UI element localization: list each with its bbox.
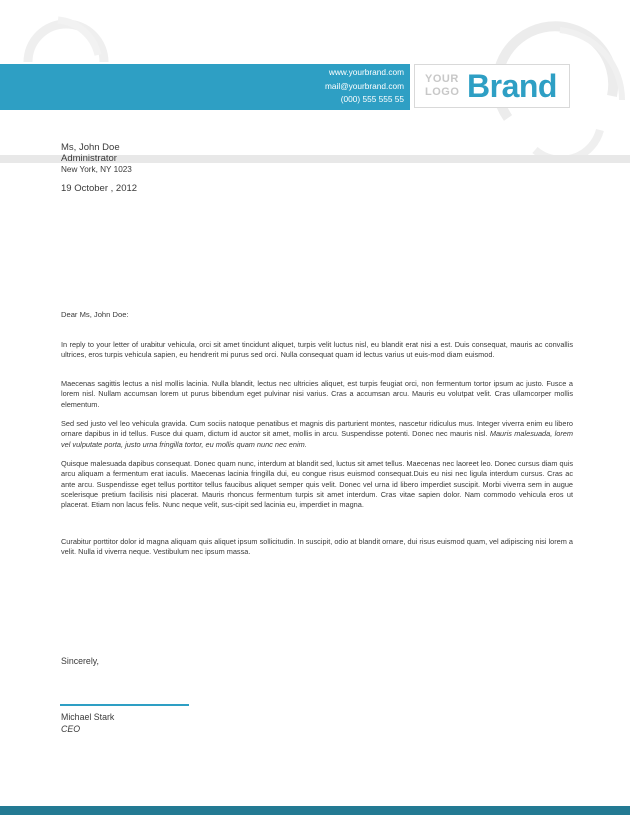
signer-block	[61, 712, 114, 735]
closing: Sincerely,	[61, 656, 99, 666]
body-paragraph-4: Quisque malesuada dapibus consequat. Donec quam nunc, interdum at blandit sed, luctus sit amet tellus. Maecenas nec laoreet leo. Donec cursus diam quis arcu aliquam a fermentum erat iaculis. Maecenas lacinia fringilla dui, eu congue risus euismod consequat.Duis eu nisi nec ligula interdum cursus. Cras ac ante arcu. Suspendisse eget tellus porttitor tellus faucibus aliquet semper quis velit. Donec vel urna id libero imperdiet suscipit. Morbi viverra sem in augue scelerisque pretium facilisis nisi placerat. Mauris rhoncus fermentum turpis sit amet interdum. Cras vitae sapien dolor. Nam commodo vehicula eros ut placerat. Etiam non lacus felis. Nunc neque velit, sus-cipit sed lacinia eu, imperdiet in magna.	[61, 459, 573, 510]
body-paragraph-3	[61, 419, 573, 450]
signature-line	[60, 704, 189, 706]
body-paragraph-2: Maecenas sagittis lectus a nisl mollis lacinia. Nulla blandit, lectus nec ultricies aliquet, est turpis feugiat orci, non fermentum tortor ipsum ac justo. Fusce a lorem nisl. Nullam accumsan lorem ut purus bibendum eget pulvinar nisi varius. Cras a accumsan arcu. Mauris eu volutpat velit. Cras ullamcorper mollis elementum.	[61, 379, 573, 409]
body-paragraph-3-text: Sed sed justo vel leo vehicula gravida. Cum sociis natoque penatibus et magnis dis parturient montes, nascetur ridiculus mus. Integer viverra enim eu libero ornare dapibus in id tellus. Fusce dui quam, dictum id auctor sit amet, mollis in arcu. Suspendisse potenti. Donec nec mauris nisl.	[61, 419, 573, 439]
body-paragraph-1: In reply to your letter of urabitur vehicula, orci sit amet tincidunt aliquet, turpis velit luctus nisl, eu blandit erat nisi a est. Duis consequat, mauris ac convallis ultrices, eros turpis vehicula sapien, eu hendrerit mi purus sed orci. Nulla consequat quam id lectus varius ut euis-mod diam euismod.	[61, 340, 573, 360]
body-paragraph-5: Curabitur porttitor dolor id magna aliquam quis aliquet ipsum sollicitudin. In suscipit, odio at blandit ornare, dui risus euismod quam, vel adipiscing nisi lorem a velit. Nulla id viverra neque. Vestibulum nec ipsum massa.	[61, 537, 573, 557]
recipient-location: New York, NY 1023	[61, 165, 132, 174]
contact-info	[325, 66, 404, 107]
brand-logo	[414, 64, 570, 108]
email-link[interactable]: mail@yourbrand.com	[325, 80, 404, 91]
logo-text-logo: LOGO	[425, 86, 460, 98]
footer-bar	[0, 806, 630, 815]
signer-role: CEO	[61, 723, 81, 734]
website-link[interactable]: www.yourbrand.com	[328, 67, 404, 77]
phone-number: (000) 555 555 55	[340, 94, 404, 105]
logo-text-your: YOUR	[425, 73, 459, 85]
body-paragraph-3-italic: Mauris malesuada, lorem vel vulputate porta, justo urna fringilla tortor, eu mollis quam nunc nec enim.	[61, 429, 573, 449]
recipient-address	[61, 142, 132, 175]
salutation: Dear Ms, John Doe:	[61, 310, 129, 319]
recipient-title: Administrator	[61, 153, 117, 164]
recipient-name: Ms, John Doe	[61, 142, 120, 153]
signer-name: Michael Stark	[61, 712, 115, 722]
letter-date: 19 October , 2012	[61, 183, 138, 194]
logo-text-brand: Brand	[467, 68, 557, 104]
